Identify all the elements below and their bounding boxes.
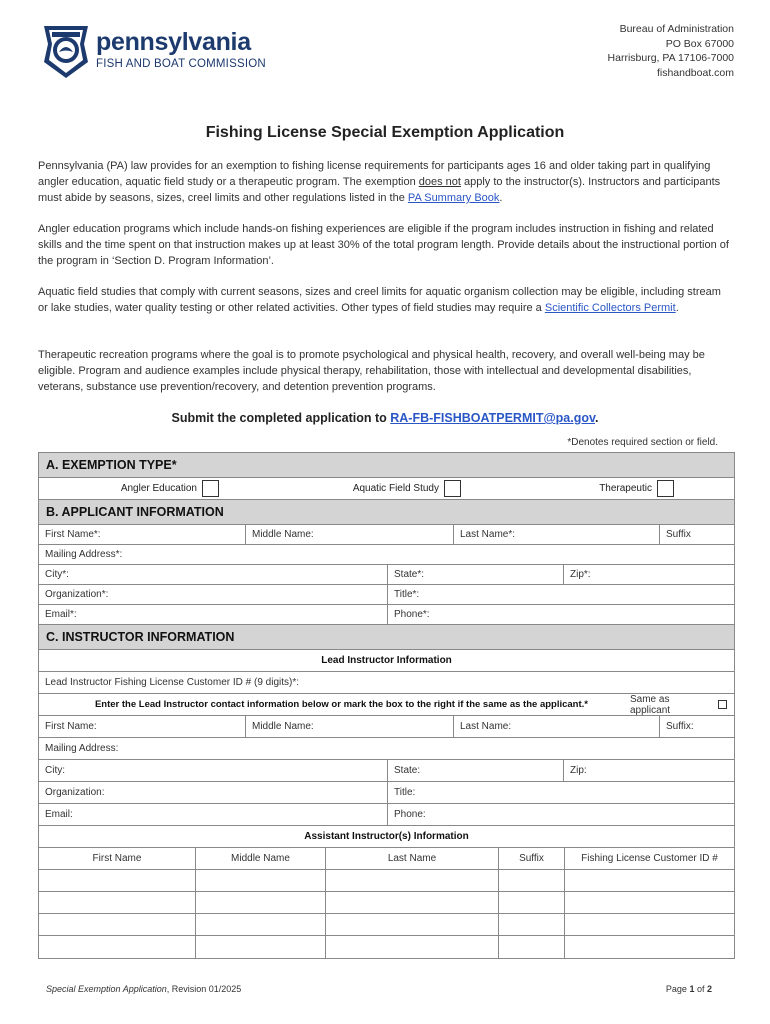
submit-email-link[interactable]: RA-FB-FISHBOATPERMIT@pa.gov (390, 411, 596, 425)
lead-mailing-row (39, 738, 734, 760)
assistant-customer-id-input[interactable] (565, 892, 734, 913)
assistant-customer-id-input[interactable] (565, 870, 734, 891)
assistant-last-name-input[interactable] (326, 936, 499, 958)
applicant-title-field[interactable]: Title*: (394, 589, 420, 600)
assistant-table-header (39, 848, 734, 870)
lead-email-field[interactable]: Email: (39, 804, 388, 825)
assistant-middle-name-input[interactable] (196, 914, 326, 935)
option-label: Therapeutic (599, 483, 652, 494)
doc-name-text: Special Exemption Application (46, 984, 167, 994)
text-run: Aquatic field studies that comply with current seasons, sizes and creel limits for aquatic organism collection may be eligible, including stream or lake studies, water quality testing or other related activities. Other types of field studies may require a (38, 286, 721, 314)
lead-contact-row (39, 804, 734, 826)
assistant-row (39, 914, 734, 936)
revision-text: , Revision 01/2025 (166, 984, 242, 994)
text-run: . (595, 411, 599, 425)
section-b-heading: B. APPLICANT INFORMATION (39, 500, 734, 525)
submit-instruction (0, 411, 770, 425)
option-label: Aquatic Field Study (352, 483, 439, 494)
text-run: Submit the completed application to (171, 411, 391, 425)
column-header: Middle Name (196, 848, 326, 869)
lead-first-name-field[interactable]: First Name: (39, 716, 246, 737)
address-line: Bureau of Administration (619, 23, 734, 35)
assistant-suffix-input[interactable] (499, 936, 565, 958)
applicant-city-field[interactable]: City*: (39, 565, 388, 584)
lead-instruction-text: Enter the Lead Instructor contact information below or mark the box to the right if the same as the applicant.* (94, 699, 588, 710)
lead-city-field[interactable]: City: (39, 760, 388, 781)
assistant-row (39, 892, 734, 914)
same-as-applicant-checkbox[interactable] (718, 700, 727, 709)
assistant-middle-name-input[interactable] (196, 936, 326, 958)
page-of: of (694, 984, 707, 994)
lead-instruction-row (39, 694, 734, 716)
applicant-state-field[interactable]: State*: (388, 565, 564, 584)
required-note: *Denotes required section or field. (567, 437, 718, 448)
lead-city-row (39, 760, 734, 782)
section-a-heading: A. EXEMPTION TYPE* (39, 453, 734, 478)
footer-page-number (666, 984, 712, 994)
lead-last-name-field[interactable]: Last Name: (454, 716, 660, 737)
lead-phone-field[interactable]: Phone: (394, 809, 426, 820)
exemption-option-field-study (219, 480, 461, 497)
applicant-zip-field[interactable]: Zip*: (570, 569, 591, 580)
applicant-name-row (39, 525, 734, 545)
brand-subtitle: FISH AND BOAT COMMISSION (96, 58, 266, 70)
assistant-middle-name-input[interactable] (196, 892, 326, 913)
assistant-last-name-input[interactable] (326, 870, 499, 891)
applicant-city-row (39, 565, 734, 585)
lead-instructor-id-field[interactable]: Lead Instructor Fishing License Customer ID # (9 digits)*: (45, 677, 299, 688)
assistant-customer-id-input[interactable] (565, 936, 734, 958)
assistant-row (39, 936, 734, 958)
intro-paragraph-3 (38, 284, 732, 316)
footer-document-name (46, 984, 241, 994)
text-run: Pennsylvania (PA) law provides for an exemption to fishing license requirements for participants ages 16 and older taking part in qualifying angler education, aquatic field study or a therapeutic program. The exemption (38, 160, 711, 188)
assistant-customer-id-input[interactable] (565, 914, 734, 935)
applicant-middle-name-field[interactable]: Middle Name: (246, 525, 454, 544)
lead-zip-field[interactable]: Zip: (570, 765, 587, 776)
assistant-row (39, 870, 734, 892)
angler-education-checkbox[interactable] (202, 480, 219, 497)
assistant-first-name-input[interactable] (39, 870, 196, 891)
column-header: Last Name (326, 848, 499, 869)
page-label: Page (665, 984, 690, 994)
page-current: 1 (689, 984, 695, 994)
lead-instructor-heading: Lead Instructor Information (321, 655, 452, 666)
agency-logo (40, 22, 280, 82)
assistant-suffix-input[interactable] (499, 892, 565, 913)
text-run: apply to the instructor(s). Instructors and participants must abide by seasons, sizes, creel limits and other regulations listed in the (38, 176, 721, 204)
applicant-last-name-field[interactable]: Last Name*: (454, 525, 660, 544)
lead-heading-row (39, 650, 734, 672)
applicant-organization-field[interactable]: Organization*: (39, 585, 388, 604)
applicant-suffix-field[interactable]: Suffix (666, 529, 691, 540)
lead-state-field[interactable]: State: (388, 760, 564, 781)
option-label: Angler Education (120, 483, 197, 494)
assistant-last-name-input[interactable] (326, 892, 499, 913)
summary-book-link[interactable]: PA Summary Book (407, 192, 500, 204)
brand-name: pennsylvania (96, 28, 251, 56)
exemption-type-row (39, 478, 734, 500)
therapeutic-checkbox[interactable] (657, 480, 674, 497)
assistant-middle-name-input[interactable] (196, 870, 326, 891)
intro-paragraph-4: Therapeutic recreation programs where the goal is to promote psychological and physical health, recovery, and overall well-being may be eligible. Program and audience examples include physical therapy, rehabilitation, those with intellectual and developmental disabilities, veterans, substance use prevention/recovery, and detention prevention programs. (38, 349, 705, 393)
assistant-first-name-input[interactable] (39, 892, 196, 913)
page-total: 2 (706, 984, 712, 994)
assistant-instructor-heading: Assistant Instructor(s) Information (304, 831, 469, 842)
assistant-heading-row (39, 826, 734, 848)
lead-name-row (39, 716, 734, 738)
column-header: Fishing License Customer ID # (581, 853, 718, 864)
assistant-first-name-input[interactable] (39, 914, 196, 935)
text-run: . (675, 302, 679, 314)
applicant-phone-field[interactable]: Phone*: (394, 609, 430, 620)
lead-suffix-field[interactable]: Suffix: (666, 721, 694, 732)
address-line: PO Box 67000 (665, 37, 734, 50)
exemption-option-therapeutic (461, 480, 674, 497)
applicant-mailing-address-field[interactable]: Mailing Address*: (45, 549, 123, 560)
emphasis-text: does not (418, 176, 461, 188)
intro-paragraph-2: Angler education programs which include hands-on fishing experiences are eligible if the program includes instruction in fishing and related skills and the time spent on that instruction makes up at least 30% of the total program length. Provide details about the instructional portion of the program in ‘Section D. Program Information’. (38, 223, 729, 267)
assistant-suffix-input[interactable] (499, 914, 565, 935)
document-title: Fishing License Special Exemption Application (205, 124, 565, 141)
applicant-first-name-field[interactable]: First Name*: (39, 525, 246, 544)
assistant-suffix-input[interactable] (499, 870, 565, 891)
applicant-contact-row (39, 605, 734, 625)
applicant-email-field[interactable]: Email*: (39, 605, 388, 624)
assistant-last-name-input[interactable] (326, 914, 499, 935)
text-run: . (499, 192, 503, 204)
lead-organization-row (39, 782, 734, 804)
section-c-heading: C. INSTRUCTOR INFORMATION (39, 625, 734, 650)
same-as-applicant-option (624, 694, 734, 715)
agency-address (608, 22, 734, 80)
lead-id-row (39, 672, 734, 694)
assistant-first-name-input[interactable] (39, 936, 196, 958)
applicant-mailing-row (39, 545, 734, 565)
address-line: fishandboat.com (656, 66, 734, 79)
lead-mailing-address-field[interactable]: Mailing Address: (45, 743, 119, 754)
application-form (38, 452, 735, 959)
option-label: Same as applicant (630, 693, 671, 716)
column-header: First Name (39, 848, 196, 869)
aquatic-field-study-checkbox[interactable] (444, 480, 461, 497)
scientific-collectors-permit-link[interactable]: Scientific Collectors Permit (544, 302, 676, 314)
lead-middle-name-field[interactable]: Middle Name: (246, 716, 454, 737)
keystone-seal-icon (40, 22, 92, 80)
column-header: Suffix (499, 848, 565, 869)
lead-title-field[interactable]: Title: (394, 787, 416, 798)
intro-paragraph-1 (38, 158, 732, 206)
exemption-option-angler (39, 480, 219, 497)
address-line: Harrisburg, PA 17106-7000 (607, 52, 734, 64)
applicant-organization-row (39, 585, 734, 605)
lead-organization-field[interactable]: Organization: (39, 782, 388, 803)
